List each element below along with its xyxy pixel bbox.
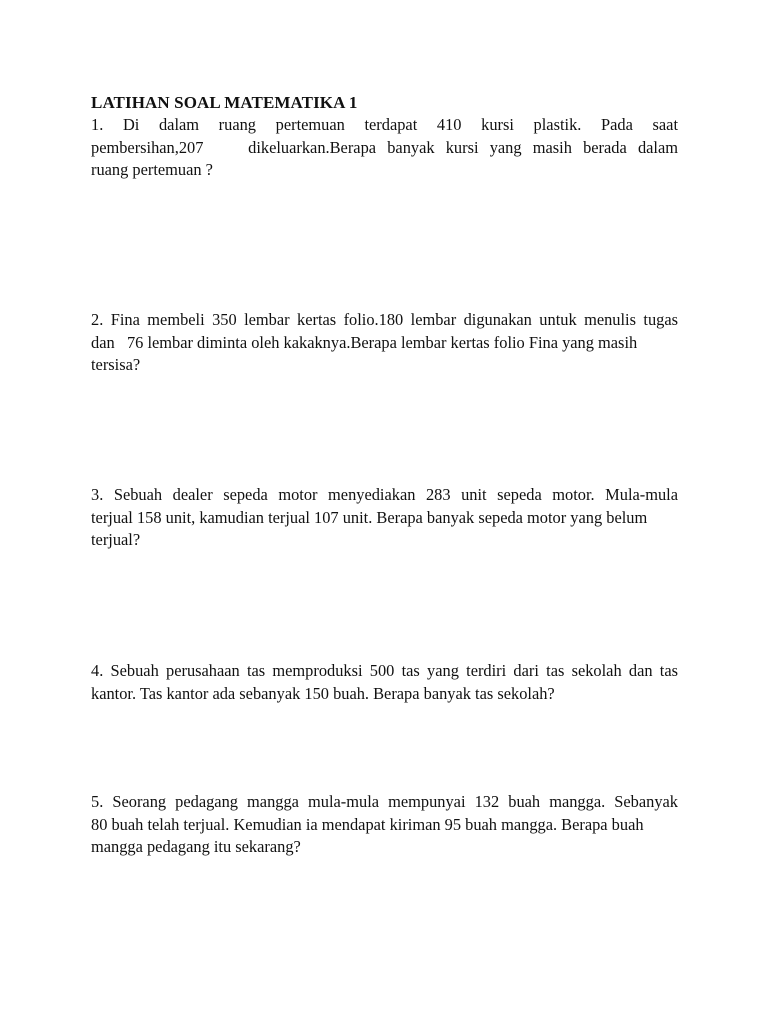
question-4-line-1: 4. Sebuah perusahaan tas memproduksi 500 tas yang terdiri dari tas sekolah dan tas: [91, 661, 678, 680]
question-4: [91, 660, 678, 705]
question-5: [91, 791, 678, 859]
question-4-line-2: kantor. Tas kantor ada sebanyak 150 buah. Berapa banyak tas sekolah?: [91, 683, 555, 703]
question-3-line-2: terjual 158 unit, kamudian terjual 107 unit. Berapa banyak sepeda motor yang belum: [91, 507, 648, 527]
question-2-line-3: tersisa?: [91, 355, 141, 374]
question-3-line-3: terjual?: [91, 530, 141, 549]
question-2: [91, 309, 678, 377]
question-1-line-2: pembersihan,207 dikeluarkan.Berapa banyak kursi yang masih berada dalam: [91, 137, 678, 157]
question-3: [91, 484, 678, 552]
question-3-line-1: 3. Sebuah dealer sepeda motor menyediakan 283 unit sepeda motor. Mula-mula: [91, 485, 678, 504]
question-1-line-1: 1. Di dalam ruang pertemuan terdapat 410 kursi plastik. Pada saat: [91, 115, 678, 134]
question-5-line-3: mangga pedagang itu sekarang?: [91, 837, 301, 856]
question-2-line-2: dan 76 lembar diminta oleh kakaknya.Berapa lembar kertas folio Fina yang masih: [91, 332, 638, 352]
question-2-line-1: 2. Fina membeli 350 lembar kertas folio.180 lembar digunakan untuk menulis tugas: [91, 310, 678, 329]
question-5-line-1: 5. Seorang pedagang mangga mula-mula mempunyai 132 buah mangga. Sebanyak: [91, 792, 678, 811]
question-5-line-2: 80 buah telah terjual. Kemudian ia mendapat kiriman 95 buah mangga. Berapa buah: [91, 814, 644, 834]
question-1-line-3: ruang pertemuan ?: [91, 160, 213, 179]
page-title: LATIHAN SOAL MATEMATIKA 1: [91, 93, 358, 112]
question-1: [91, 114, 678, 182]
